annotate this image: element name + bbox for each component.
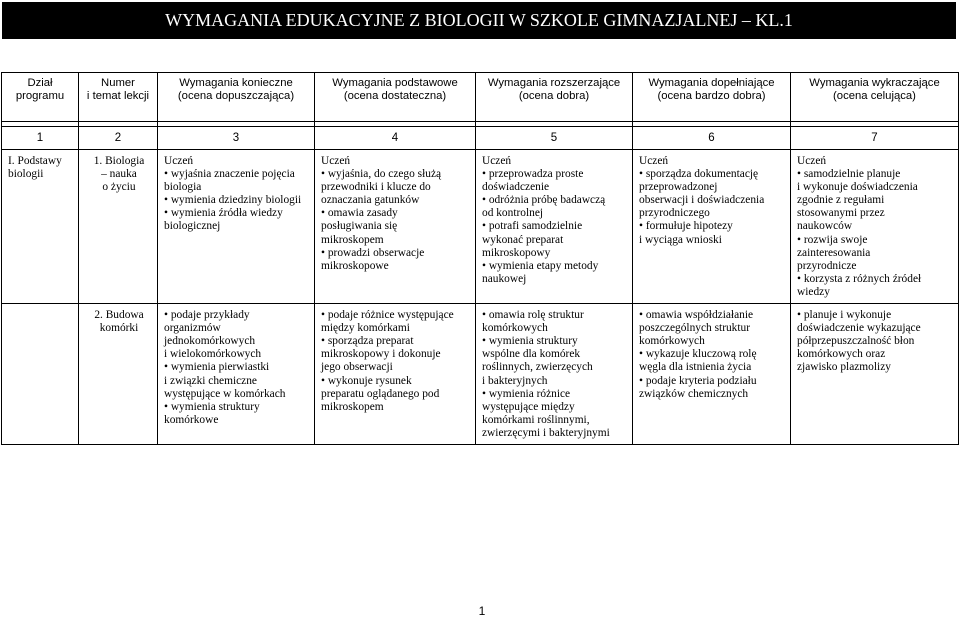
page-title: WYMAGANIA EDUKACYJNE Z BIOLOGII W SZKOLE GIMNAZJALNEJ – KL.1 <box>2 2 956 39</box>
lesson-cell: 1. Biologia – nauka o życiu <box>79 150 158 304</box>
column-number: 5 <box>476 127 633 150</box>
column-number: 3 <box>158 127 315 150</box>
header-row <box>2 73 959 122</box>
header-lesson: Numer i temat lekcji <box>79 73 158 122</box>
section-cell: I. Podstawy biologii <box>2 150 79 304</box>
basic-cell: • podaje różnice występujące między komórkami • sporządza preparat mikroskopowy i dokonuje jego obserwacji • wykonuje rysunek preparatu oglądanego pod mikroskopem <box>315 304 476 445</box>
column-number: 2 <box>79 127 158 150</box>
extended-cell: • omawia rolę struktur komórkowych • wymienia struktury wspólne dla komórek roślinnych, zwierzęcych i bakteryjnych • wymienia różnice występujące między komórkami roślinnymi, zwierzęcymi i bakteryjnymi <box>476 304 633 445</box>
column-number: 6 <box>633 127 791 150</box>
required-cell: • podaje przykłady organizmów jednokomórkowych i wielokomórkowych • wymienia pierwiastki i związki chemiczne występujące w komórkach • wymienia struktury komórkowe <box>158 304 315 445</box>
section-cell <box>2 304 79 445</box>
column-number: 4 <box>315 127 476 150</box>
exceeding-cell: Uczeń • samodzielnie planuje i wykonuje doświadczenia zgodnie z regułami stosowanymi przez naukowców • rozwija swoje zainteresowania przyrodnicze • korzysta z różnych źródeł wiedzy <box>791 150 959 304</box>
table-row <box>2 150 959 304</box>
extended-cell: Uczeń • przeprowadza proste doświadczenie • odróżnia próbę badawczą od kontrolnej • potrafi samodzielnie wykonać preparat mikroskopowy • wymienia etapy metody naukowej <box>476 150 633 304</box>
page-number: 1 <box>478 604 486 618</box>
column-number: 7 <box>791 127 959 150</box>
header-section: Dział programu <box>2 73 79 122</box>
requirements-table <box>1 72 959 445</box>
lesson-cell: 2. Budowa komórki <box>79 304 158 445</box>
basic-cell: Uczeń • wyjaśnia, do czego służą przewodniki i klucze do oznaczania gatunków • omawia zasady posługiwania się mikroskopem • prowadzi obserwacje mikroskopowe <box>315 150 476 304</box>
header-exceeding: Wymagania wykraczające (ocena celująca) <box>791 73 959 122</box>
header-basic: Wymagania podstawowe (ocena dostateczna) <box>315 73 476 122</box>
supplementary-cell: Uczeń • sporządza dokumentację przeprowadzonej obserwacji i doświadczenia przyrodniczego • formułuje hipotezy i wyciąga wnioski <box>633 150 791 304</box>
required-cell: Uczeń • wyjaśnia znaczenie pojęcia biologia • wymienia dziedziny biologii • wymienia źródła wiedzy biologicznej <box>158 150 315 304</box>
column-number: 1 <box>2 127 79 150</box>
header-extended: Wymagania rozszerzające (ocena dobra) <box>476 73 633 122</box>
column-number-row <box>2 127 959 150</box>
supplementary-cell: • omawia współdziałanie poszczególnych struktur komórkowych • wykazuje kluczową rolę węgla dla istnienia życia • podaje kryteria podziału związków chemicznych <box>633 304 791 445</box>
table-row <box>2 304 959 445</box>
header-supplementary: Wymagania dopełniające (ocena bardzo dobra) <box>633 73 791 122</box>
header-required: Wymagania konieczne (ocena dopuszczająca) <box>158 73 315 122</box>
exceeding-cell: • planuje i wykonuje doświadczenie wykazujące półprzepuszczalność błon komórkowych oraz zjawisko plazmolizy <box>791 304 959 445</box>
